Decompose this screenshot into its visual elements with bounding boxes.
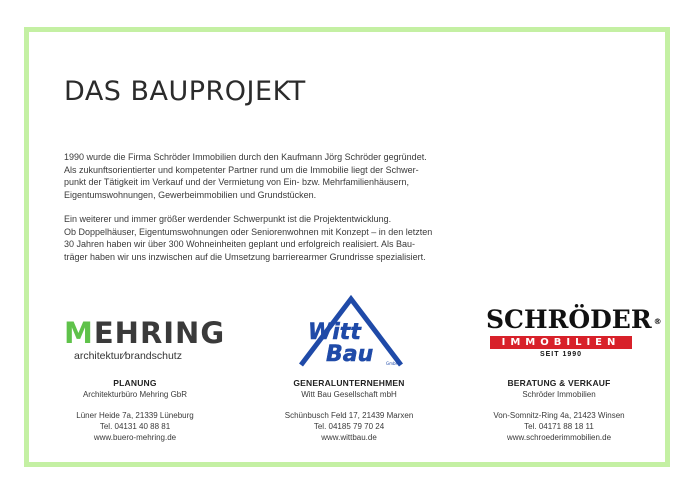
- partner-role: PLANUNG: [113, 378, 157, 388]
- partner-phone: Tel. 04171 88 18 11: [524, 422, 594, 431]
- gmbh-text: GmbH: [386, 361, 399, 366]
- partner-company: Schröder Immobilien: [522, 390, 596, 399]
- partner-address: Schünbusch Feld 17, 21439 Marxen: [284, 411, 414, 420]
- mehring-tagline: architektur⁄brandschutz: [74, 350, 182, 362]
- bau-text: Bau: [326, 342, 374, 367]
- page-title: DAS BAUPROJEKT: [64, 76, 306, 108]
- mehring-logo: [64, 318, 224, 362]
- partner-web-link[interactable]: www.wittbau.de: [321, 433, 377, 442]
- partner-planung: [40, 378, 230, 443]
- witt-text: Witt: [308, 320, 361, 345]
- intro-paragraph: 1990 wurde die Firma Schröder Immobilien durch den Kaufmann Jörg Schröder gegründet. Als zukunftsorientierter und kompetenter Partner rund um die Immobilie liegt der Schwer- punkt der Tätigkeit im Verkauf und der Vermietung von Ein- bzw. Mehrfamilienhäusern, Eigentumswohnungen, Gewerbeimmobilien und Grundstücken.: [64, 152, 427, 200]
- partner-generalunternehmen: [254, 378, 444, 443]
- witt-bau-logo: [298, 295, 404, 367]
- seit-1990: SEIT 1990: [539, 351, 583, 358]
- partner-company: Witt Bau Gesellschaft mbH: [301, 390, 397, 399]
- immobilien-bar: IMMOBILIEN: [490, 336, 632, 349]
- partner-web-link[interactable]: www.buero-mehring.de: [93, 433, 177, 442]
- schroeder-logo: [486, 305, 662, 368]
- mehring-wordmark: MEHRING: [64, 316, 226, 350]
- partner-web-link[interactable]: www.schroederimmobilien.de: [506, 433, 612, 442]
- schroeder-wordmark: SCHRÖDER ®: [486, 305, 662, 334]
- partner-address: Lüner Heide 7a, 21339 Lüneburg: [76, 411, 194, 420]
- partner-address: Von-Somnitz-Ring 4a, 21423 Winsen: [493, 411, 625, 420]
- partner-beratung-verkauf: [464, 378, 654, 443]
- partner-phone: Tel. 04131 40 88 81: [99, 422, 171, 431]
- partner-company: Architekturbüro Mehring GbR: [82, 390, 188, 399]
- partner-role: BERATUNG & VERKAUF: [507, 378, 611, 388]
- project-paragraph: Ein weiterer und immer größer werdender Schwerpunkt ist die Projektentwicklung. Ob Doppelhäuser, Eigentumswohnungen oder Seniorenwohnen mit Konzept – in den letzten 30 Jahren haben wir über 300 Wohneinheiten geplant und erfolgreich realisiert. Als Bau- träger haben wir uns inzwischen auf die Umsetzung barrierearmer Grundrisse spezialisiert.: [64, 214, 433, 262]
- partner-role: GENERALUNTERNEHMEN: [293, 378, 405, 388]
- partner-phone: Tel. 04185 79 70 24: [313, 422, 385, 431]
